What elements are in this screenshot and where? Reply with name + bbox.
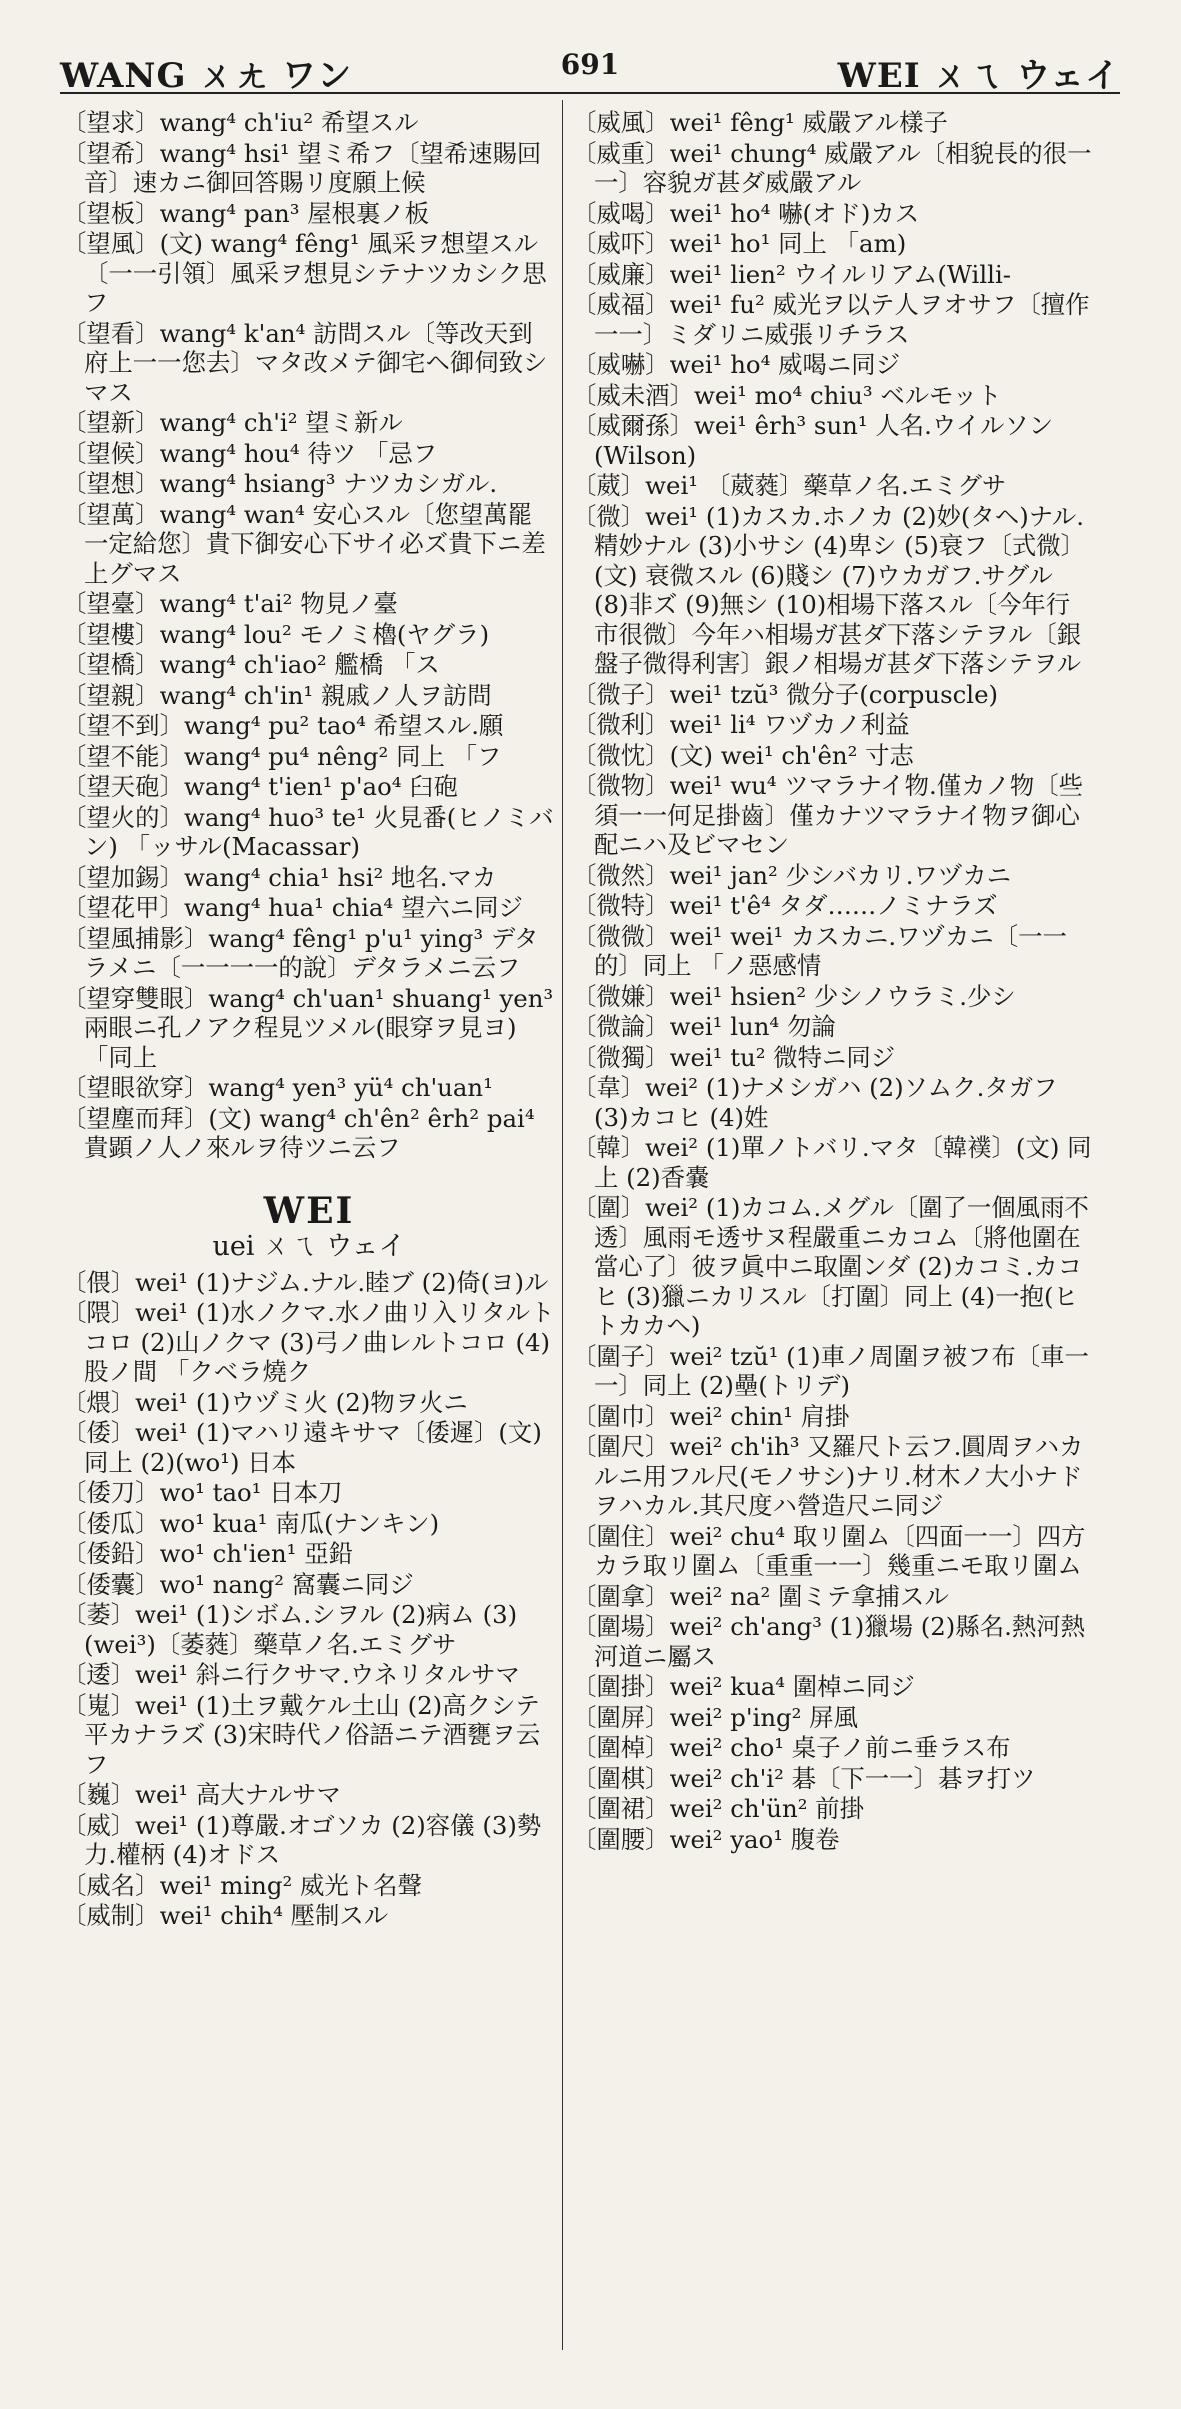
dictionary-entry: 〔圍〕wei² (1)カコム.メグル〔圍了一個風雨不透〕風雨モ透サヌ程嚴重ニカコム〔將他圍在當心了〕彼ヲ眞中ニ取圍ンダ (2)カコミ.カコヒ (3)獵ニカリスル〔打圍〕同上 (4)一抱(ヒトカカヘ) [572,1193,1089,1340]
dictionary-entry: 〔望塵而拜〕(文) wang⁴ ch'ên² êrh² pai⁴ 貴顕ノ人ノ來ルヲ待ツニ云フ [62,1103,535,1162]
dictionary-entry: 〔望穿雙眼〕wang⁴ ch'uan¹ shuang¹ yen³ 兩眼ニ孔ノアク程見ツメル(眼穿ヲ見ヨ) 「同上 [62,983,554,1072]
dictionary-entry: 〔望希〕wang⁴ hsi¹ 望ミ希フ〔望希速賜回音〕速カニ御回答賜リ度願上候 [62,138,542,197]
dictionary-entry: 〔圍子〕wei² tzŭ¹ (1)車ノ周圍ヲ被フ布〔車一一〕同上 (2)壘(トリデ) [572,1341,1089,1400]
dictionary-entry: 〔逶〕wei¹ 斜ニ行クサマ.ウネリタルサマ [62,1660,520,1689]
dictionary-entry: 〔隈〕wei¹ (1)水ノクマ.水ノ曲リ入リタルトコロ (2)山ノクマ (3)弓ノ曲レルトコロ (4)股ノ間 「クベラ燒ク [62,1298,555,1386]
dictionary-entry: 〔圍住〕wei² chu⁴ 取リ圍ム〔四面一一〕四方カラ取リ圍ム〔重重一一〕幾重ニモ取リ圍ム [572,1521,1086,1580]
dictionary-entry: 〔威喝〕wei¹ ho⁴ 嚇(オド)カス [572,198,920,228]
dictionary-entry: 〔韋〕wei² (1)ナメシガハ (2)ソムク.タガフ (3)カコヒ (4)姓 [572,1073,1058,1132]
dictionary-entry: 〔微忱〕(文) wei¹ ch'ên² 寸志 [572,740,914,770]
dictionary-entry: 〔倭囊〕wo¹ nang² 窩囊ニ同ジ [62,1569,414,1599]
dictionary-entry: 〔威嚇〕wei¹ ho⁴ 威喝ニ同ジ [572,350,901,379]
dictionary-entry: 〔望火的〕wang⁴ huo³ te¹ 火見番(ヒノミバン) 「ッサル(Macassar) [62,802,554,861]
dictionary-entry: 〔巍〕wei¹ 高大ナルサマ [62,1780,341,1809]
dictionary-entry: 〔望橋〕wang⁴ ch'iao² 艦橋 「ス [62,650,440,679]
dictionary-entry: 〔圍巾〕wei² chin¹ 肩掛 [572,1401,850,1431]
left-entries-after [62,1268,556,1931]
dictionary-entry: 〔望板〕wang⁴ pan³ 屋根裏ノ板 [62,198,430,228]
dictionary-entry: 〔圍掛〕wei² kua⁴ 圍棹ニ同ジ [572,1672,915,1701]
dictionary-entry: 〔望看〕wang⁴ k'an⁴ 訪問スル〔等改天到府上一一您去〕マタ改メテ御宅ヘ御伺致シマス [62,318,548,407]
dictionary-entry: 〔微論〕wei¹ lun⁴ 勿論 [572,1012,836,1041]
dictionary-entry: 〔微物〕wei¹ wu⁴ ツマラナイ物.僅カノ物〔些須一一何足掛齒〕僅カナツマラナイ物ヲ御心配ニハ及ビマセン [572,771,1084,859]
dictionary-entry: 〔望親〕wang⁴ ch'in¹ 親戚ノ人ヲ訪問 [62,680,492,710]
dictionary-entry: 〔望花甲〕wang⁴ hua¹ chia⁴ 望六ニ同ジ [62,893,523,922]
page-number: 691 [560,48,620,81]
dictionary-entry: 〔嵬〕wei¹ (1)土ヲ戴ケル土山 (2)高クシテ平カナラズ (3)宋時代ノ俗語ニテ酒甕ヲ云フ [62,1690,541,1779]
dictionary-entry: 〔圍棋〕wei² ch'i² 碁〔下一一〕碁ヲ打ツ [572,1763,1036,1793]
dictionary-entry: 〔望風捕影〕wang⁴ fêng¹ p'u¹ ying³ デタラメニ〔一一一一的說〕デタラメニ云フ [62,923,539,982]
right-column [572,108,1092,2369]
dictionary-entry: 〔倭鉛〕wo¹ ch'ien¹ 亞鉛 [62,1539,353,1568]
dictionary-entry: 〔微特〕wei¹ t'ê⁴ タダ……ノミナラズ [572,891,998,920]
dictionary-entry: 〔望求〕wang⁴ ch'iu² 希望スル [62,108,419,137]
dictionary-entry: 〔望新〕wang⁴ ch'i² 望ミ新ル [62,408,403,437]
dictionary-entry: 〔圍拿〕wei² na² 圍ミテ拿捕スル [572,1581,949,1611]
dictionary-entry: 〔威未酒〕wei¹ mo⁴ chiu³ ベルモット [572,380,1002,410]
dictionary-entry: 〔韓〕wei² (1)單ノトバリ.マタ〔韓襆〕(文) 同上 (2)香嚢 [572,1133,1092,1192]
header-left-guide-word: WANG ㄨㄤ ワン [60,56,353,96]
dictionary-entry: 〔望想〕wang⁴ hsiang³ ナツカシガル. [62,469,498,498]
dictionary-entry: 〔圍屏〕wei² p'ing² 屏風 [572,1702,858,1732]
dictionary-entry: 〔威福〕wei¹ fu² 威光ヲ以テ人ヲオサフ〔擅作一一〕ミダリニ威張リチラス [572,290,1090,349]
dictionary-entry: 〔微微〕wei¹ wei¹ カスカニ.ワヅカニ〔一一的〕同上 「ノ惡感情 [572,921,1067,980]
dictionary-entry: 〔微利〕wei¹ li⁴ ワヅカノ利益 [572,710,910,739]
left-column [62,108,556,2369]
dictionary-entry: 〔圍腰〕wei² yao¹ 腹卷 [572,1824,840,1854]
header-rule [60,92,1120,94]
dictionary-entry: 〔望不能〕wang⁴ pu⁴ nêng² 同上 「フ [62,741,502,771]
dictionary-entry: 〔威制〕wei¹ chih⁴ 壓制スル [62,1901,389,1930]
dictionary-entry: 〔偎〕wei¹ (1)ナジム.ナル.睦ブ (2)倚(ヨ)ル [62,1267,549,1297]
dictionary-entry: 〔圍場〕wei² ch'ang³ (1)獵場 (2)縣名.熱河熱河道ニ屬ス [572,1612,1086,1671]
dictionary-entry: 〔圍裙〕wei² ch'ün² 前掛 [572,1794,865,1823]
dictionary-entry: 〔圍棹〕wei² cho¹ 桌子ノ前ニ垂ラス布 [572,1733,1011,1762]
dictionary-entry: 〔望樓〕wang⁴ lou² モノミ櫓(ヤグラ) [62,619,490,649]
dictionary-entry: 〔望加錫〕wang⁴ chia¹ hsi² 地名.マカ [62,862,497,892]
dictionary-entry: 〔倭瓜〕wo¹ kua¹ 南瓜(ナンキン) [62,1508,440,1538]
dictionary-entry: 〔微嫌〕wei¹ hsien² 少シノウラミ.少シ [572,981,1016,1011]
dictionary-entry: 〔葳〕wei¹ 〔葳蕤〕藥草ノ名.エミグサ [572,471,1007,500]
dictionary-entry: 〔望不到〕wang⁴ pu² tao⁴ 希望スル.願 [62,711,504,740]
left-entries-before [62,108,556,1163]
dictionary-entry: 〔煨〕wei¹ (1)ウヅミ火 (2)物ヲ火ニ [62,1387,468,1417]
dictionary-entry: 〔威名〕wei¹ ming² 威光ト名聲 [62,1870,422,1900]
right-entries [572,108,1092,1854]
dictionary-entry: 〔望萬〕wang⁴ wan⁴ 安心スル〔您望萬罷一定給您〕貴下御安心下サイ必ズ貴下ニ差上グマス [62,499,546,588]
dictionary-entry: 〔萎〕wei¹ (1)シボム.シヲル (2)病ム (3)(wei³)〔萎蕤〕藥草ノ名.エミグサ [62,1600,518,1659]
dictionary-entry: 〔威廉〕wei¹ lien² ウイルリアム(Willi- [572,259,1011,289]
dictionary-entry: 〔望天砲〕wang⁴ t'ien¹ p'ao⁴ 臼砲 [62,772,459,801]
dictionary-entry: 〔微獨〕wei¹ tu² 微特ニ同ジ [572,1042,896,1072]
section-subheading: uei ㄨㄟ ウェイ [212,1231,406,1262]
dictionary-entry: 〔威重〕wei¹ chung⁴ 威嚴アル〔相貌長的很一一〕容貌ガ甚ダ威嚴アル [572,138,1092,197]
dictionary-entry: 〔望候〕wang⁴ hou⁴ 待ツ 「忌フ [62,438,438,468]
column-divider [562,100,563,2350]
dictionary-entry: 〔望風〕(文) wang⁴ fêng¹ 風采ヲ想望スル〔一一引領〕風采ヲ想見シテナツカシク思フ [62,229,547,317]
dictionary-entry: 〔威〕wei¹ (1)尊嚴.オゴソカ (2)容儀 (3)勢力.權柄 (4)オドス [62,1810,542,1869]
dictionary-entry: 〔圍尺〕wei² ch'ih³ 又羅尺ト云フ.圓周ヲハカルニ用フル尺(モノサシ)ナリ.材木ノ大小ナドヲハカル.其尺度ハ營造尺ニ同ジ [572,1432,1084,1520]
page-header [60,40,1120,100]
dictionary-entry: 〔微子〕wei¹ tzŭ³ 微分子(corpuscle) [572,679,999,709]
dictionary-entry: 〔微〕wei¹ (1)カスカ.ホノカ (2)妙(タヘ)ナル.精妙ナル (3)小サシ (4)卑シ (5)衰フ〔式微〕(文) 衰微スル (6)賤シ (7)ウカガフ.サグル (8)非ズ (9)無シ (10)相場下落スル〔今年行市很微〕今年ハ相場ガ甚ダ下落シテヲル〔銀盤子微得利害〕銀ノ相場ガ甚ダ下落シテヲル [572,501,1086,678]
dictionary-entry: 〔威吓〕wei¹ ho¹ 同上 「am) [572,229,907,258]
dictionary-entry: 〔倭〕wei¹ (1)マハリ遠キサマ〔倭遲〕(文) 同上 (2)(wo¹) 日本 [62,1418,542,1477]
dictionary-entry: 〔望臺〕wang⁴ t'ai² 物見ノ臺 [62,589,398,618]
dictionary-entry: 〔倭刀〕wo¹ tao¹ 日本刀 [62,1478,343,1507]
dictionary-entry: 〔威爾孫〕wei¹ êrh³ sun¹ 人名.ウイルソン(Wilson) [572,411,1054,470]
dictionary-entry: 〔微然〕wei¹ jan² 少シバカリ.ワヅカニ [572,860,1012,890]
header-right-guide-word: WEI ㄨㄟ ウェイ [837,56,1120,96]
section-heading: WEI [263,1189,355,1232]
dictionary-entry: 〔望眼欲穿〕wang⁴ yen³ yü⁴ ch'uan¹ [62,1073,493,1102]
dictionary-entry: 〔威風〕wei¹ fêng¹ 威嚴アル樣子 [572,108,948,137]
